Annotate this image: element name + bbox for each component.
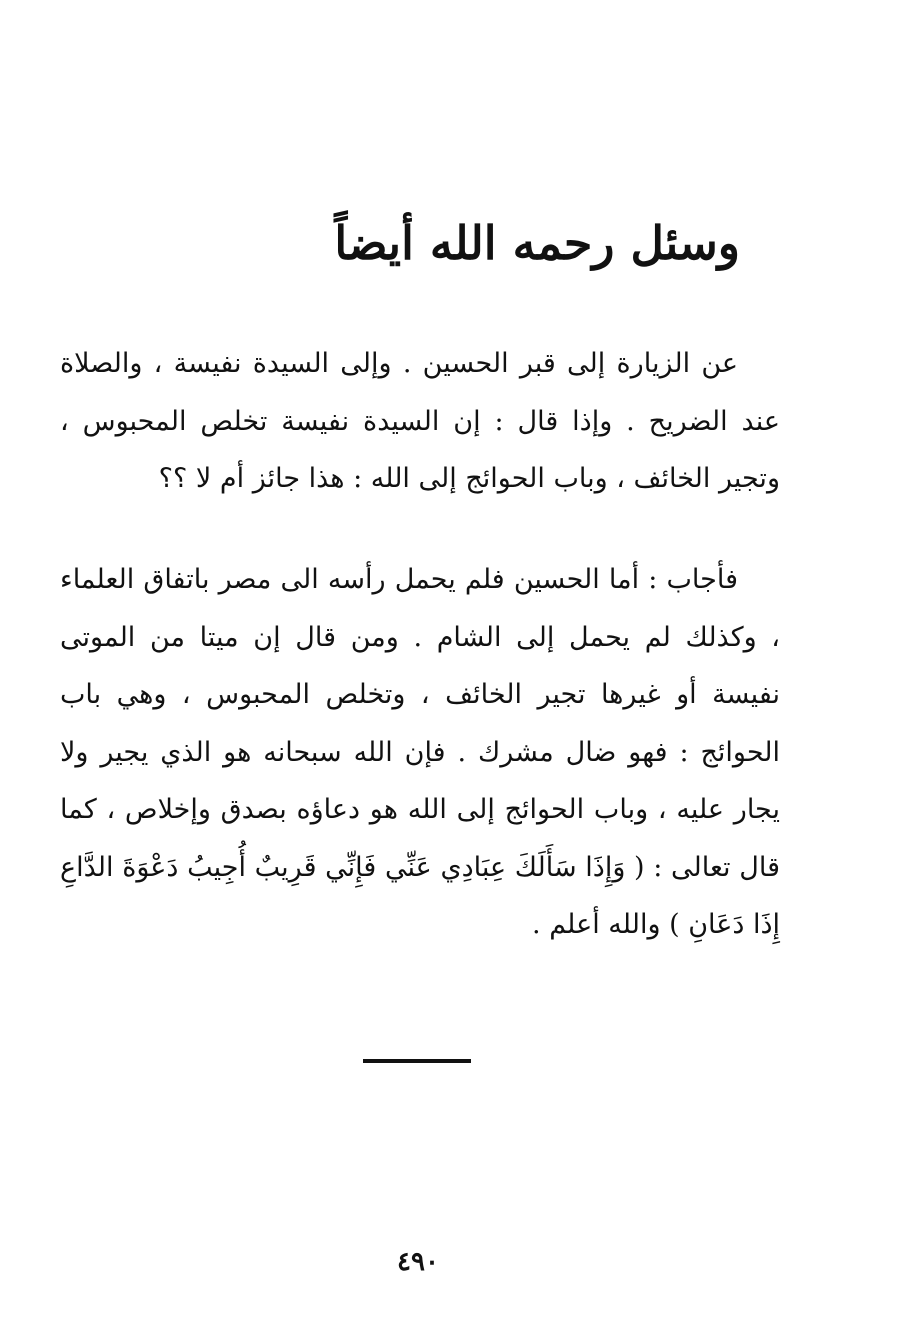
answer-closing: والله أعلم . xyxy=(532,909,661,940)
question-paragraph: عن الزيارة إلى قبر الحسين . وإلى السيدة نفيسة ، والصلاة عند الضريح . وإذا قال : إن السيدة نفيسة تخلص المحبوس ، وتجير الخائف ، وباب الحوائج إلى الله : هذا جائز أم لا ؟؟ xyxy=(60,348,780,494)
end-divider xyxy=(363,1059,471,1063)
quran-verse: ( وَإِذَا سَأَلَكَ عِبَادِي عَنِّي فَإِنِّي قَرِيبٌ أُجِيبُ دَعْوَةَ الدَّاعِ إِذَا دَعَانِ ) xyxy=(60,851,780,940)
answer-paragraph xyxy=(60,551,780,954)
page-number: ٤٩٠ xyxy=(397,1247,439,1277)
section-heading: وسئل رحمه الله أيضاً xyxy=(334,216,740,270)
answer-main-text: فأجاب : أما الحسين فلم يحمل رأسه الى مصر باتفاق العلماء ، وكذلك لم يحمل إلى الشام . ومن قال إن ميتا من الموتى نفيسة أو غيرها تجير الخائف ، وتخلص المحبوس ، وهي باب الحوائج : فهو ضال مشرك . فإن الله سبحانه هو الذي يجير ولا يجار عليه ، وباب الحوائج إلى الله هو دعاؤه بصدق وإخلاص ، كما قال تعالى : xyxy=(60,564,780,883)
